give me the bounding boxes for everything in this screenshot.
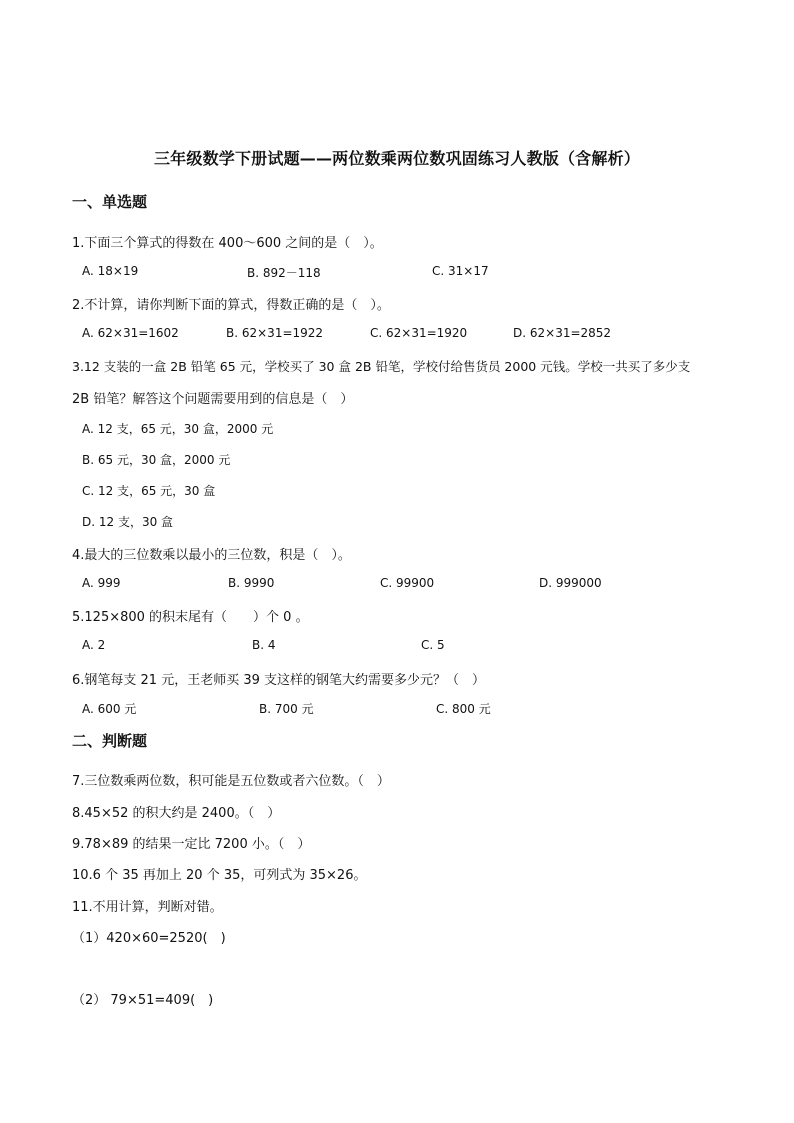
q5-option-c: C. 5	[421, 638, 445, 652]
q2-option-b: B. 62×31=1922	[226, 326, 324, 340]
q1-option-c: C. 31×17	[432, 264, 489, 278]
q11-sub-2: （2） 79×51=409( )	[72, 993, 214, 1008]
question-5: 5.125×800 的积末尾有（ ）个 0 。	[72, 610, 309, 625]
question-4: 4.最大的三位数乘以最小的三位数，积是（ ）。	[72, 548, 351, 563]
q4-option-b: B. 9990	[228, 576, 275, 590]
q2-option-d: D. 62×31=2852	[513, 326, 612, 340]
q2-option-a: A. 62×31=1602	[82, 326, 179, 340]
q5-option-a: A. 2	[82, 638, 106, 652]
q4-option-d: D. 999000	[539, 576, 602, 590]
question-6: 6.钢笔每支 21 元，王老师买 39 支这样的钢笔大约需要多少元？（ ）	[72, 673, 486, 688]
q6-option-b: B. 700 元	[259, 702, 314, 716]
section-judgment: 二、判断题	[72, 732, 148, 750]
question-1: 1.下面三个算式的得数在 400～600 之间的是（ ）。	[72, 236, 383, 251]
q1-option-a: A. 18×19	[82, 264, 139, 278]
question-7: 7.三位数乘两位数，积可能是五位数或者六位数。（ ）	[72, 774, 390, 789]
question-9: 9.78×89 的结果一定比 7200 小。（ ）	[72, 837, 311, 852]
q2-option-c: C. 62×31=1920	[370, 326, 468, 340]
q11-sub-1: （1）420×60=2520( )	[72, 931, 226, 946]
q4-option-c: C. 99900	[380, 576, 435, 590]
question-2: 2.不计算，请你判断下面的算式，得数正确的是（ ）。	[72, 298, 390, 313]
question-11: 11.不用计算，判断对错。	[72, 900, 223, 915]
q3-option-a: A. 12 支，65 元，30 盒，2000 元	[82, 422, 274, 436]
question-3-line-1: 3.12 支装的一盒 2B 铅笔 65 元，学校买了 30 盒 2B 铅笔，学校付给售货员 2000 元钱。学校一共买了多少支	[72, 359, 691, 374]
question-3-line-2: 2B 铅笔？解答这个问题需要用到的信息是（ ）	[72, 392, 354, 407]
question-10: 10.6 个 35 再加上 20 个 35，可列式为 35×26。	[72, 868, 367, 883]
q3-option-c: C. 12 支，65 元，30 盒	[82, 484, 216, 498]
question-8: 8.45×52 的积大约是 2400。（ ）	[72, 806, 281, 821]
q4-option-a: A. 999	[82, 576, 121, 590]
page-title: 三年级数学下册试题——两位数乘两位数巩固练习人教版（含解析）	[153, 149, 640, 168]
q6-option-a: A. 600 元	[82, 702, 137, 716]
section-single-choice: 一、单选题	[72, 193, 148, 211]
q6-option-c: C. 800 元	[436, 702, 491, 716]
q3-option-d: D. 12 支，30 盒	[82, 515, 174, 529]
q3-option-b: B. 65 元，30 盒，2000 元	[82, 453, 231, 467]
q5-option-b: B. 4	[252, 638, 276, 652]
q1-option-b: B. 892－118	[247, 266, 321, 280]
